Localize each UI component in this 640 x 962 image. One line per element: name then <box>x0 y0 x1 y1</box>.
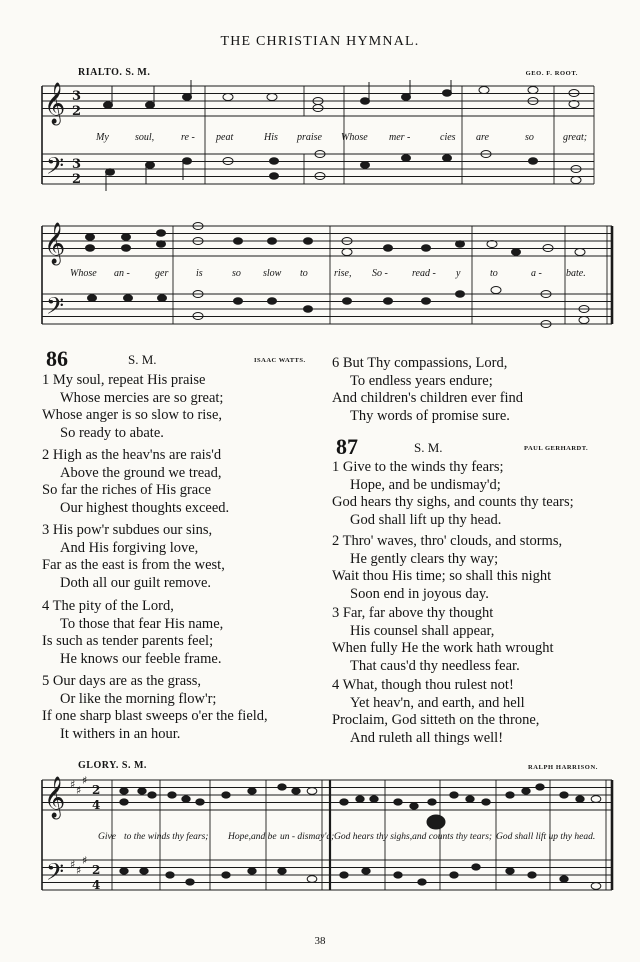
stanza-line: Far, far above thy thought <box>342 605 494 621</box>
hymn-meter: S. M. <box>128 352 157 367</box>
lyric-syllable: to <box>490 268 498 279</box>
music-score-glory <box>0 772 640 922</box>
lyric-syllable: to the winds thy fears; <box>124 832 209 842</box>
stanza-number: 3 <box>42 522 50 538</box>
svg-text:♯: ♯ <box>76 784 82 797</box>
composer-rialto: GEO. F. ROOT. <box>525 70 578 77</box>
lyrics-rialto-line-2 <box>0 268 640 282</box>
stanza-line: His pow'r subdues our sins, <box>52 522 213 538</box>
stanza-86-4 <box>42 598 223 668</box>
stanza-number: 6 <box>332 355 340 371</box>
tune-name-glory: GLORY. S. M. <box>78 760 147 771</box>
stanza-number: 2 <box>42 447 50 463</box>
svg-text:4: 4 <box>92 798 101 812</box>
running-head: THE CHRISTIAN HYMNAL. <box>220 34 420 49</box>
stanza-line: Proclaim, God sitteth on the throne, <box>332 712 540 728</box>
stanza-line: Give to the winds thy fears; <box>342 459 504 475</box>
hymn-number-87: 87 <box>336 434 358 459</box>
lyric-syllable: God shall lift up thy head. <box>496 832 596 842</box>
page-number: 38 <box>314 935 326 947</box>
stanza-86-6 <box>332 355 523 425</box>
lyric-syllable: Whose <box>341 132 368 143</box>
stanza-line: Far as the east is from the west, <box>42 557 225 573</box>
lyric-syllable: Give <box>98 832 116 842</box>
stanza-line: That caus'd thy needless fear. <box>350 657 520 674</box>
stanza-line: To endless years endure; <box>350 372 493 389</box>
lyric-syllable: slow <box>263 268 282 279</box>
stanza-line: My soul, repeat His praise <box>52 372 206 388</box>
lyric-syllable: is <box>196 268 203 279</box>
lyric-syllable: y <box>456 268 461 279</box>
svg-text:𝄞: 𝄞 <box>44 223 66 264</box>
stanza-line: Wait thou His time; so shall this night <box>332 568 552 584</box>
svg-text:2: 2 <box>92 783 101 797</box>
stanza-line: So far the riches of His grace <box>42 482 212 498</box>
lyric-syllable: bate. <box>566 268 586 279</box>
lyric-syllable: to <box>300 268 308 279</box>
lyric-syllable: My <box>96 132 109 143</box>
music-score-rialto <box>0 80 640 360</box>
svg-text:𝄢: 𝄢 <box>46 292 65 325</box>
stanza-line: Doth all our guilt remove. <box>60 574 212 591</box>
stanza-86-2 <box>42 447 229 517</box>
stanza-line: He gently clears thy way; <box>350 550 499 567</box>
stanza-line: Thro' waves, thro' clouds, and storms, <box>342 533 563 549</box>
svg-text:𝄢: 𝄢 <box>46 858 65 891</box>
stanza-line: Whose mercies are so great; <box>60 389 224 406</box>
lyric-syllable: ger <box>155 268 169 279</box>
stanza-line: Our highest thoughts exceed. <box>60 499 230 516</box>
lyric-syllable: are <box>476 132 489 143</box>
stanza-line: Yet heav'n, and earth, and hell <box>350 694 525 711</box>
stanza-line: He knows our feeble frame. <box>60 650 222 667</box>
svg-text:♯: ♯ <box>82 854 88 867</box>
stanza-87-1 <box>332 459 574 529</box>
hymn-author: ISAAC WATTS. <box>254 357 306 364</box>
lyric-syllable: So - <box>372 268 388 279</box>
lyric-syllable: re - <box>181 132 195 143</box>
lyric-syllable: God hears thy sighs,and counts thy tears; <box>334 832 493 842</box>
stanza-86-5 <box>42 673 268 743</box>
stanza-line: And children's children ever find <box>332 390 524 406</box>
svg-text:♯: ♯ <box>70 778 76 791</box>
svg-text:3: 3 <box>72 89 82 104</box>
stanza-line: So ready to abate. <box>60 424 164 441</box>
svg-text:𝄞: 𝄞 <box>44 777 66 818</box>
lyric-syllable: so <box>525 132 534 143</box>
stanza-87-4 <box>332 677 539 747</box>
svg-text:2: 2 <box>92 863 101 877</box>
svg-text:♯: ♯ <box>76 864 82 877</box>
stanza-87-3 <box>332 605 553 675</box>
stanza-line: Soon end in joyous day. <box>350 585 489 602</box>
stanza-line: Our days are as the grass, <box>52 673 202 689</box>
svg-text:𝄢: 𝄢 <box>46 152 65 185</box>
stanza-line: His counsel shall appear, <box>350 622 495 639</box>
stanza-line: If one sharp blast sweeps o'er the field, <box>42 708 268 724</box>
stanza-line: God shall lift up thy head. <box>350 511 502 528</box>
lyric-syllable: praise <box>297 132 322 143</box>
svg-text:2: 2 <box>72 104 82 119</box>
lyric-syllable: read - <box>412 268 436 279</box>
svg-text:𝄞: 𝄞 <box>44 83 66 124</box>
lyric-syllable: cies <box>440 132 456 143</box>
lyric-syllable: Whose <box>70 268 97 279</box>
stanza-line: God hears thy sighs, and counts thy tears; <box>332 494 574 510</box>
stanza-number: 4 <box>332 677 340 693</box>
lyric-syllable: Hope,and be <box>228 832 277 842</box>
svg-text:2: 2 <box>72 172 82 187</box>
lyric-syllable: un - dismay'd; <box>280 832 335 842</box>
stanza-line: What, though thou rulest not! <box>342 677 514 693</box>
stanza-87-2 <box>332 533 562 603</box>
stanza-number: 1 <box>332 459 340 475</box>
lyric-syllable: great; <box>563 132 588 143</box>
stanza-line: Is such as tender parents feel; <box>42 633 214 649</box>
stanza-line: The pity of the Lord, <box>52 598 174 614</box>
stanza-line: Above the ground we tread, <box>60 464 222 481</box>
stanza-number: 5 <box>42 673 50 689</box>
lyric-syllable: His <box>264 132 278 143</box>
hymn-number-86: 86 <box>46 346 68 371</box>
lyric-syllable: an - <box>114 268 130 279</box>
svg-text:3: 3 <box>72 157 82 172</box>
stanza-line: It withers in an hour. <box>60 725 181 742</box>
stanza-86-1 <box>42 372 223 442</box>
svg-text:♯: ♯ <box>82 774 88 787</box>
lyric-syllable: rise, <box>334 268 352 279</box>
stanza-line: Hope, and be undismay'd; <box>350 476 501 493</box>
lyric-syllable: soul, <box>135 132 155 143</box>
hymn-meter: S. M. <box>414 440 443 455</box>
lyric-syllable: a - <box>531 268 542 279</box>
stanza-number: 1 <box>42 372 50 388</box>
stanza-number: 2 <box>332 533 340 549</box>
stanza-number: 3 <box>332 605 340 621</box>
hymn-author: PAUL GERHARDT. <box>524 445 589 452</box>
lyric-syllable: so <box>232 268 241 279</box>
stanza-line: High as the heav'ns are rais'd <box>52 447 222 463</box>
stanza-line: But Thy compassions, Lord, <box>342 355 508 371</box>
stanza-line: When fully He the work hath wrought <box>332 640 554 656</box>
stanza-86-3 <box>42 522 225 592</box>
svg-text:4: 4 <box>92 878 101 892</box>
svg-text:♯: ♯ <box>70 858 76 871</box>
stanza-line: And His forgiving love, <box>60 539 199 556</box>
stanza-line: Or like the morning flow'r; <box>60 690 217 707</box>
lyrics-glory <box>0 832 640 846</box>
lyric-syllable: peat <box>216 132 234 143</box>
stanza-line: Thy words of promise sure. <box>350 407 510 424</box>
stanza-line: And ruleth all things well! <box>350 729 504 746</box>
composer-glory: RALPH HARRISON. <box>527 764 598 771</box>
stanza-line: To those that fear His name, <box>60 615 224 632</box>
stanza-line: Whose anger is so slow to rise, <box>42 407 223 423</box>
lyrics-rialto-line-1 <box>0 132 640 146</box>
tune-name-rialto: RIALTO. S. M. <box>78 67 151 78</box>
stanza-number: 4 <box>42 598 50 614</box>
lyric-syllable: mer - <box>389 132 411 143</box>
